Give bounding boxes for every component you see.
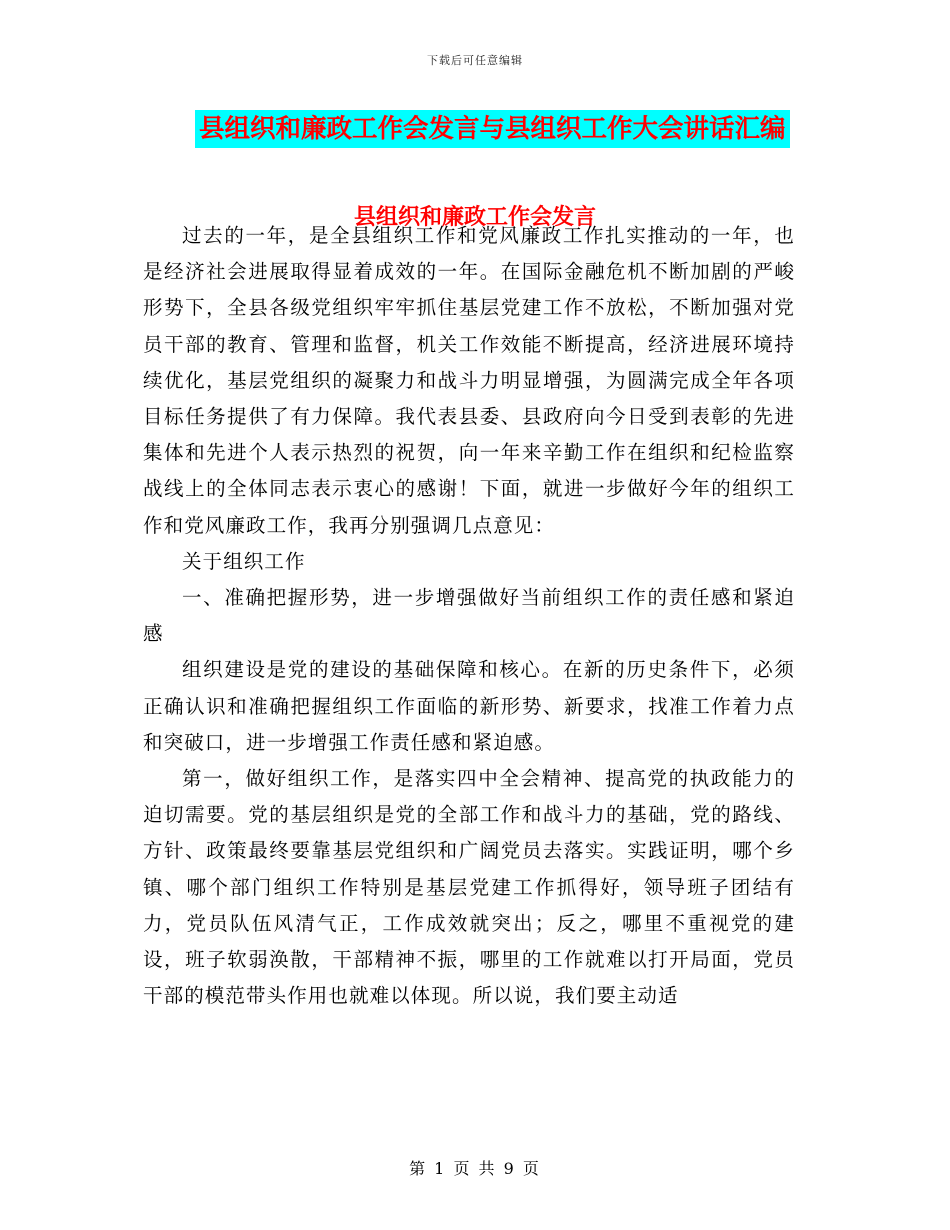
body-paragraph-3: 一、准确把握形势，进一步增强做好当前组织工作的责任感和紧迫感 — [143, 586, 795, 646]
document-title: 县组织和廉政工作会发言与县组织工作大会讲话汇编 — [195, 110, 790, 148]
body-paragraph-1: 过去的一年，是全县组织工作和党风廉政工作扎实推动的一年，也是经济社会进展取得显着成效的一年。在国际金融危机不断加剧的严峻形势下，全县各级党组织牢牢抓住基层党建工作不放松，不断加强对党员干部的教育、管理和监督，机关工作效能不断提高，经济进展环境持续优化，基层党组织的凝聚力和战斗力明显增强，为圆满完成全年各项目标任务提供了有力保障。我代表县委、县政府向今日受到表彰的先进集体和先进个人表示热烈的祝贺，向一年来辛勤工作在组织和纪检监察战线上的全体同志表示衷心的感谢！下面，就进一步做好今年的组织工作和党风廉政工作，我再分别强调几点意见： — [143, 224, 795, 537]
body-paragraph-5: 第一，做好组织工作，是落实四中全会精神、提高党的执政能力的迫切需要。党的基层组织是党的全部工作和战斗力的基础，党的路线、方针、政策最终要靠基层党组织和广阔党员去落实。实践证明，哪个乡镇、哪个部门组织工作特别是基层党建工作抓得好，领导班子团结有力，党员队伍风清气正，工作成效就突出；反之，哪里不重视党的建设，班子软弱涣散，干部精神不振，哪里的工作就难以打开局面，党员干部的模范带头作用也就难以体现。所以说，我们要主动适 — [143, 767, 795, 1008]
document-body — [143, 218, 795, 1014]
section-title: 县组织和廉政工作会发言 — [353, 204, 596, 230]
page-number: 第 1 页 共 9 页 — [409, 1159, 541, 1178]
body-paragraph-4: 组织建设是党的建设的基础保障和核心。在新的历史条件下，必须正确认识和准确把握组织工作面临的新形势、新要求，找准工作着力点和突破口，进一步增强工作责任感和紧迫感。 — [143, 658, 795, 754]
document-title-container — [195, 110, 790, 148]
body-paragraph-2: 关于组织工作 — [182, 549, 306, 573]
header-note: 下载后可任意编辑 — [427, 54, 523, 67]
